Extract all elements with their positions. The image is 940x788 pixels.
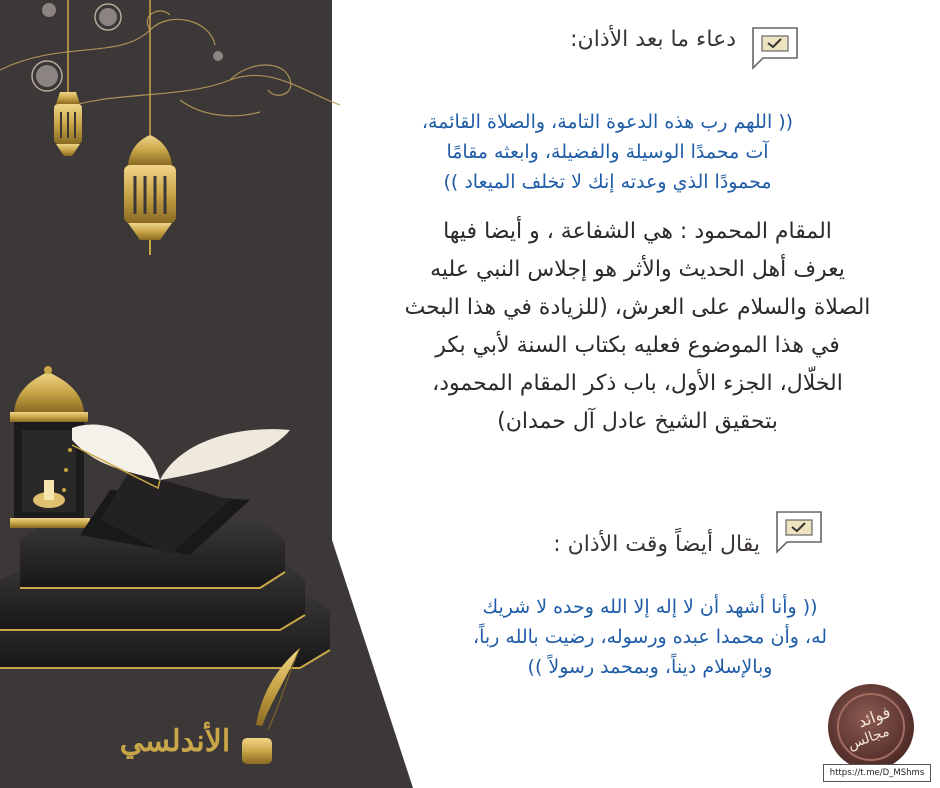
chat-check-icon — [773, 508, 825, 556]
explanation-line: في هذا الموضوع فعليه بكتاب السنة لأبي بكر — [435, 333, 840, 358]
explanation-line: يعرف أهل الحديث والأثر هو إجلاس النبي عليه — [430, 257, 845, 282]
explanation-line: المقام المحمود : هي الشفاعة ، و أيضا فيها — [443, 219, 832, 244]
dua-line: (( اللهم رب هذه الدعوة التامة، والصلاة القائمة، — [421, 111, 794, 133]
explanation-line: الخلّال، الجزء الأول، باب ذكر المقام المحمود، — [432, 371, 843, 396]
dua-line: آت محمدًا الوسيلة والفضيلة، وابعثه مقامًا — [446, 141, 769, 163]
dua-line: محمودًا الذي وعدته إنك لا تخلف الميعاد )) — [443, 171, 772, 193]
seal-text-bottom: مجالس — [845, 723, 892, 754]
dua-line: وبالإسلام ديناً، وبمحمد رسولاً )) — [527, 656, 773, 678]
chat-check-icon — [749, 24, 801, 72]
telegram-url[interactable]: https://t.me/D_MShms — [823, 764, 931, 782]
explanation-line: الصلاة والسلام على العرش، (للزيادة في هذا البحث — [404, 295, 871, 320]
brand-logo-text: الأندلسي — [119, 724, 231, 759]
section1-dua — [335, 107, 880, 197]
section1-explanation — [345, 213, 930, 441]
explanation-line: بتحقيق الشيخ عادل آل حمدان) — [497, 409, 778, 434]
dua-line: (( وأنا أشهد أن لا إله إلا الله وحده لا شريك — [482, 596, 818, 618]
dua-line: له، وأن محمدا عبده ورسوله، رضيت بالله رباً، — [472, 626, 828, 648]
section2-heading: يقال أيضاً وقت الأذان : — [553, 532, 760, 557]
section1-heading: دعاء ما بعد الأذان: — [570, 27, 736, 52]
seal-text-top: فوائد — [855, 702, 893, 732]
section2-dua — [400, 592, 900, 682]
wax-seal-icon — [828, 684, 914, 770]
